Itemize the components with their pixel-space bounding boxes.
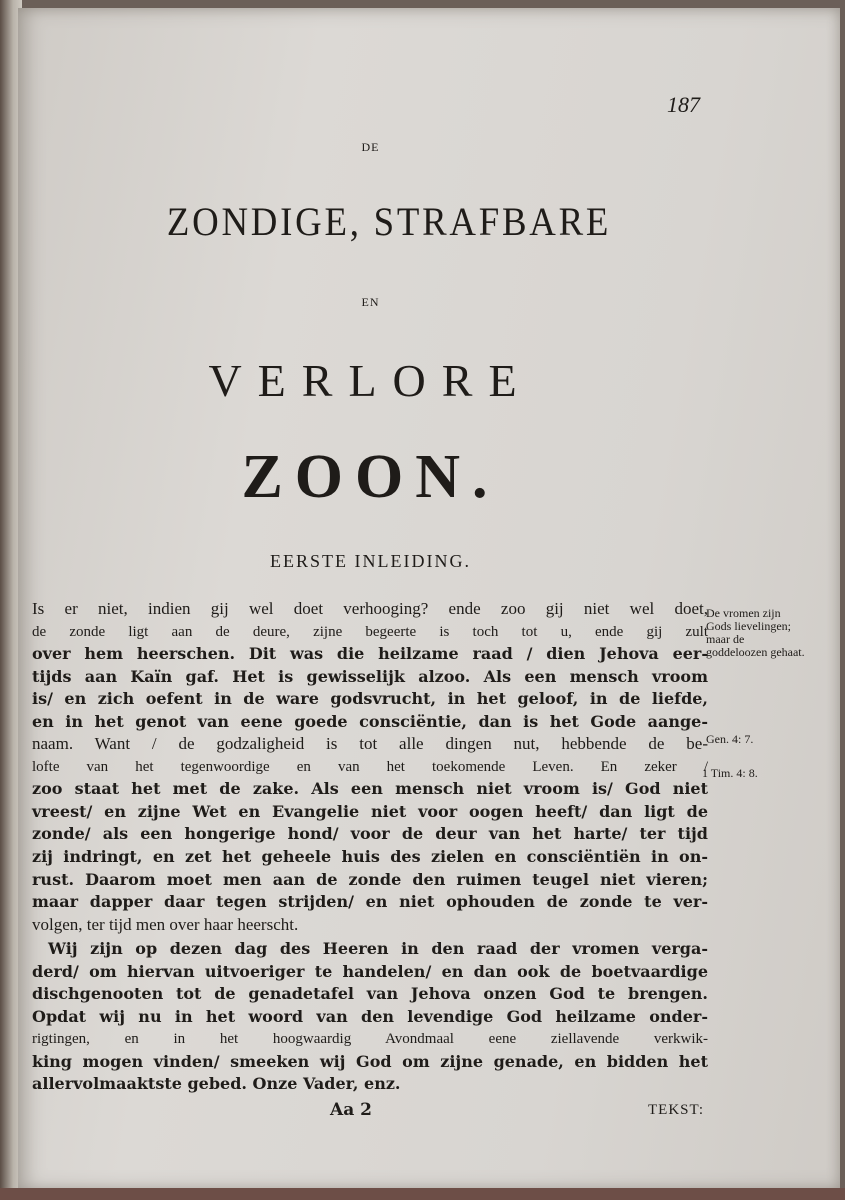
page-sheet bbox=[18, 8, 840, 1190]
body-line: dischgenooten tot de genadetafel van Jehova onzen God te brengen. bbox=[32, 984, 708, 1004]
book-bottom-edge bbox=[0, 1188, 845, 1200]
body-line: is/ en zich oefent in de ware godsvrucht, in het geloof, in de liefde, bbox=[32, 689, 708, 709]
body-line: lofte van het tegenwoordige en van het toekomende Leven. En zeker / bbox=[32, 758, 708, 775]
body-line: zoo staat het met de zake. Als een mensch niet vroom is/ God niet bbox=[32, 779, 708, 799]
body-line: maar dapper daar tegen strijden/ en niet ophouden de zonde te ver- bbox=[32, 892, 708, 912]
body-line: volgen, ter tijd men over haar heerscht. bbox=[32, 914, 299, 934]
body-line: Opdat wij nu in het woord van den levendige God heilzame onder- bbox=[32, 1006, 708, 1026]
page-number: 187 bbox=[667, 92, 700, 117]
body-line: rust. Daarom moet men aan de zonde den ruimen teugel niet vieren; bbox=[32, 869, 708, 889]
title-line-2: VERLORE bbox=[208, 355, 533, 406]
body-line: allervolmaaktste gebed. Onze Vader, enz. bbox=[32, 1074, 401, 1094]
title-line-3: ZOON. bbox=[241, 443, 500, 511]
body-line: Is er niet, indien gij wel doet verhooging? ende zoo gij niet wel doet, bbox=[32, 599, 708, 618]
margin-reference: 1 Tim. 4: 8. bbox=[702, 766, 758, 780]
body-line: tijds aan Kaïn gaf. Het is gewisselijk alzoo. Als een mensch vroom bbox=[32, 666, 708, 686]
signature-mark: Aa 2 bbox=[330, 1100, 372, 1120]
body-text bbox=[32, 598, 708, 1096]
body-line: zonde/ als een hongerige hond/ voor de deur van het harte/ ter tijd bbox=[32, 824, 708, 844]
title-conjunction: EN bbox=[361, 295, 380, 309]
margin-reference: Gen. 4: 7. bbox=[706, 732, 754, 746]
body-line: naam. Want / de godzaligheid is tot alle dingen nut, hebbende de be- bbox=[32, 734, 708, 754]
body-line: over hem heerschen. Dit was die heilzame raad / dien Jehova eer- bbox=[32, 644, 708, 664]
section-heading: EERSTE INLEIDING. bbox=[270, 551, 471, 571]
body-line: vreest/ en zijne Wet en Evangelie niet voor oogen heeft/ dan ligt de bbox=[32, 801, 708, 821]
body-line: king mogen vinden/ smeeken wij God om zijne genade, en bidden het bbox=[32, 1051, 708, 1071]
body-line: zij indringt, en zet het geheele huis des zielen en consciëntiën in on- bbox=[32, 847, 708, 867]
body-line: rigtingen, en in het hoogwaardig Avondmaal eene ziellavende verkwik- bbox=[32, 1031, 708, 1048]
body-line: derd/ om hiervan uitvoeriger te handelen/ en dan ook de boetvaardige bbox=[32, 961, 708, 981]
body-line: de zonde ligt aan de deure, zijne begeerte is toch tot u, ende gij zult bbox=[32, 623, 708, 640]
title-line-1: ZONDIGE, STRAFBARE bbox=[166, 199, 612, 244]
catchword: TEKST: bbox=[648, 1102, 705, 1118]
body-line: Wij zijn op dezen dag des Heeren in den raad der vromen verga- bbox=[48, 939, 708, 959]
body-line: en in het genot van eene goede consciëntie, dan is het Gode aange- bbox=[32, 711, 708, 731]
title-article: DE bbox=[361, 140, 380, 154]
margin-note: De vromen zijn Gods lievelingen; maar de goddeloozen gehaat. bbox=[706, 606, 805, 659]
